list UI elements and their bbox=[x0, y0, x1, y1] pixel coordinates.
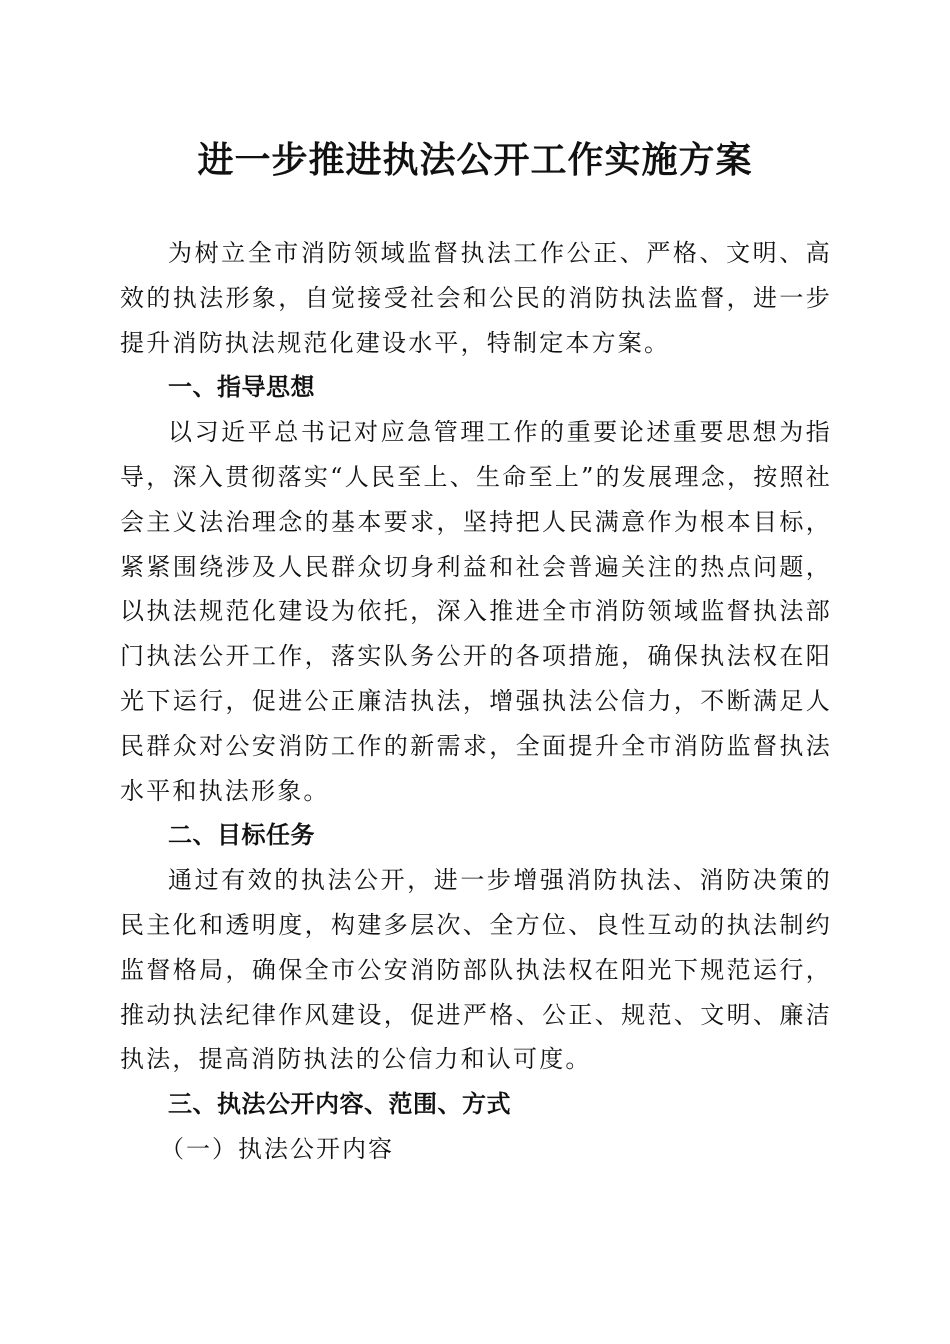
section-body-goals-tasks: 通过有效的执法公开，进一步增强消防执法、消防决策的民主化和透明度，构建多层次、全方位、良性互动的执法制约监督格局，确保全市公安消防部队执法权在阳光下规范运行，推动执法纪律作风建设，促进严格、公正、规范、文明、廉洁执法，提高消防执法的公信力和认可度。 bbox=[120, 866, 832, 1074]
section-body-guiding-thought: 以习近平总书记对应急管理工作的重要论述重要思想为指导，深入贯彻落实“人民至上、生命至上”的发展理念，按照社会主义法治理念的基本要求，坚持把人民满意作为根本目标，紧紧围绕涉及人民群众切身利益和社会普遍关注的热点问题，以执法规范化建设为依托，深入推进全市消防领域监督执法部门执法公开工作，落实队务公开的各项措施，确保执法权在阳光下运行，促进公正廉洁执法，增强执法公信力，不断满足人民群众对公安消防工作的新需求，全面提升全市消防监督执法水平和执法形象。 bbox=[120, 418, 832, 805]
section-heading-guiding-thought: 一、指导思想 bbox=[168, 373, 315, 402]
document-body bbox=[120, 231, 832, 1172]
section-heading-goals-tasks: 二、目标任务 bbox=[168, 821, 315, 850]
document-title: 进一步推进执法公开工作实施方案 bbox=[197, 139, 753, 181]
section-heading-disclosure-scope: 三、执法公开内容、范围、方式 bbox=[168, 1090, 511, 1119]
subsection-heading-disclosure-content: （一）执法公开内容 bbox=[160, 1134, 394, 1163]
intro-paragraph: 为树立全市消防领域监督执法工作公正、严格、文明、高效的执法形象，自觉接受社会和公民的消防执法监督，进一步提升消防执法规范化建设水平，特制定本方案。 bbox=[120, 239, 832, 357]
